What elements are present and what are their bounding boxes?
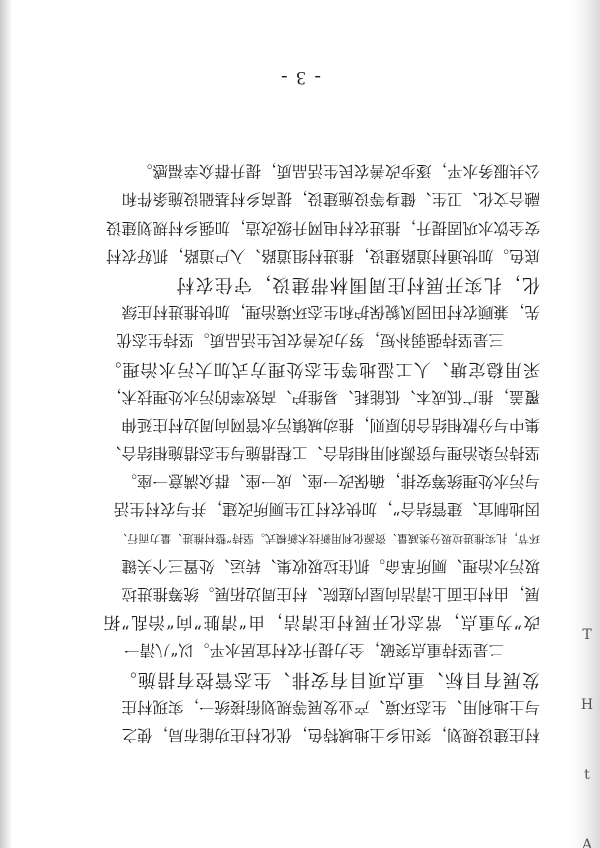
margin-mark: H xyxy=(580,697,594,713)
margin-mark: T xyxy=(582,627,592,643)
text-line: 与污水处理统筹安排，确保改一座、成一座、群众满意一座。 xyxy=(121,472,540,491)
text-line: 覆盖，推广低成本、低能耗、易维护、高效率的污水处理技术， xyxy=(105,387,540,406)
text-line: 底色。加快通村道路建设，推进村组道路、入户道路，抓好农村 xyxy=(105,246,540,265)
text-line: 先，兼顾农村田园风貌保护和生态环境治理，加快推进村庄绿 xyxy=(121,303,540,322)
text-line: 与土地利用、生态环境、产业发展等规划衔接统一，实现村庄 xyxy=(121,697,540,716)
text-line: 安全饮水巩固提升，推进农村电网升级改造，加强乡村规划建设 xyxy=(105,218,540,237)
text-line: 改”为重点，常态化开展村庄清洁，由“清脏”向“治乱”拓 xyxy=(102,613,540,633)
text-line: 采用稳定塘、人工湿地等生态处理方式加大污水治理。 xyxy=(103,358,540,379)
page-number: - 3 - xyxy=(279,67,321,88)
text-line: 展，由村庄面上清洁向屋内庭院、村庄周边拓展。统筹推进垃 xyxy=(121,585,540,604)
text-line: 融合文化、卫生、健身等设施建设，提高乡村基础设施条件和 xyxy=(121,190,540,209)
text-line: 化，扎实开展村庄周围林带建设，守住农村 xyxy=(175,274,540,295)
text-line: 环节，扎实推进垃圾分类减量、资源化利用新技术新模式。坚持“整村推进、量力而行、 xyxy=(116,531,540,545)
margin-mark: A xyxy=(581,837,593,848)
text-line: 三是坚持强弱补短，努力改善农民生活品质。坚持生态优 xyxy=(116,331,504,350)
margin-mark: t xyxy=(584,767,590,783)
document-body xyxy=(100,157,540,749)
text-line: 村庄建设规划，突出乡土地域特色，优化村庄功能布局，使之 xyxy=(121,726,540,744)
text-line: 集中与分散相结合的原则，推动城镇污水管网向周边村庄延伸 xyxy=(121,415,540,434)
text-line: 圾污水治理、厕所革命。抓住垃圾收集、转运、处置三个关键 xyxy=(121,556,540,575)
text-line: 二是坚持重点突破，全力提升农村宜居水平。以“八清一 xyxy=(124,641,504,660)
text-line: 发展有目标、重点项目有安排、生态管控有措施。 xyxy=(117,668,540,690)
text-line: 坚持污染治理与资源利用相结合、工程措施与生态措施相结合、 xyxy=(105,444,540,463)
text-line: 公共服务水平，逐步改善农民生活品质，提升群众幸福感。 xyxy=(136,162,540,181)
text-line: 因地制宜、建管结合”，加快农村卫生厕所改建，并与农村生活 xyxy=(113,500,540,519)
